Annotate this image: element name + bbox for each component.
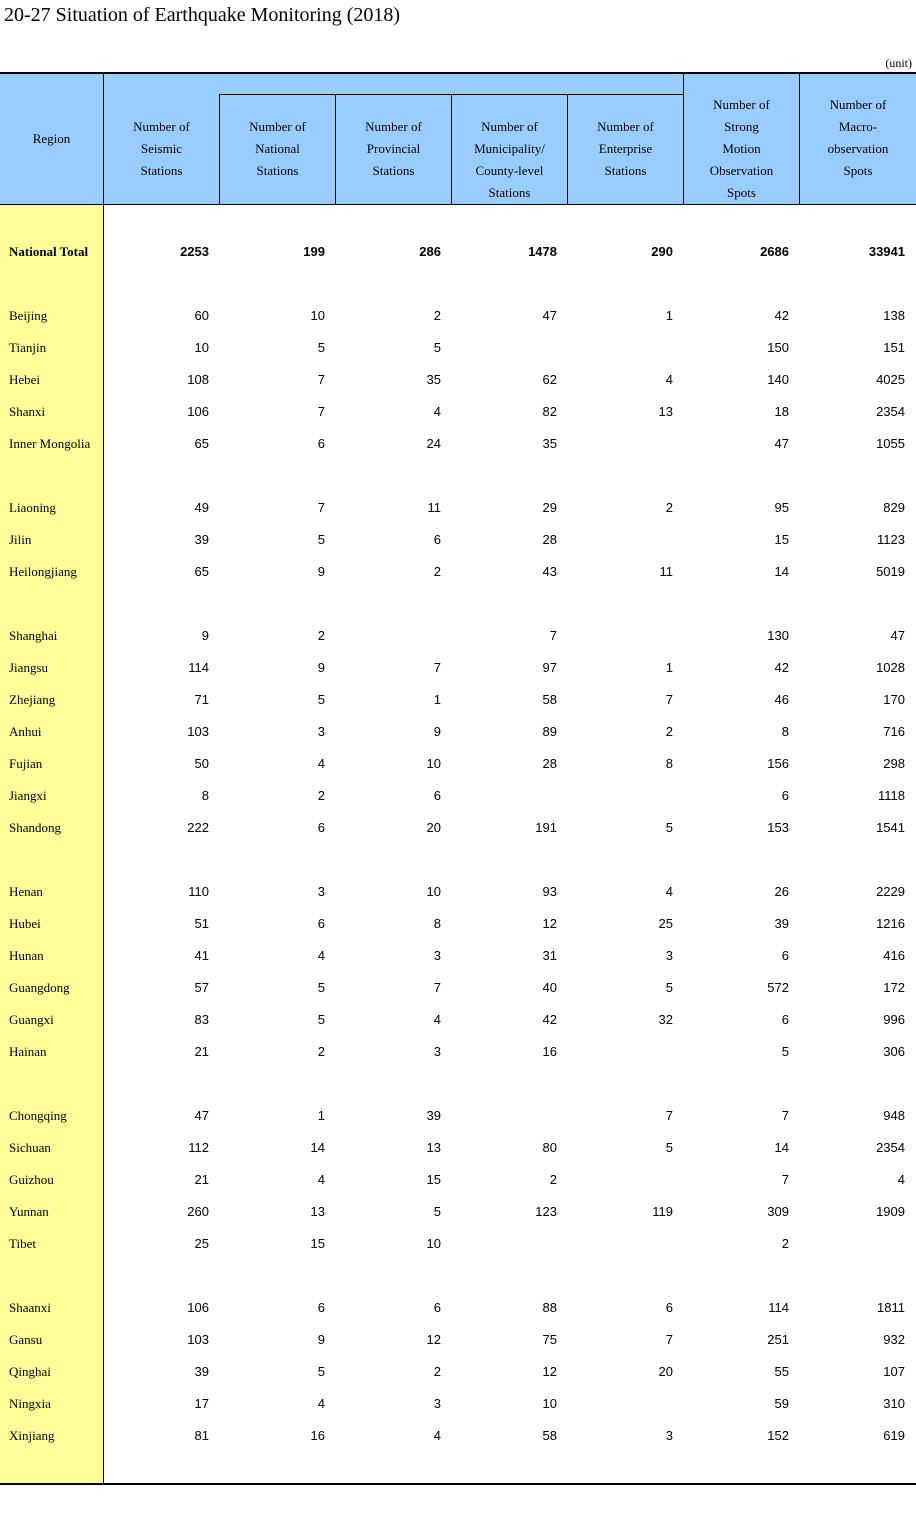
cell-macro: 138 xyxy=(883,308,905,323)
cell-enterprise: 7 xyxy=(665,1332,673,1347)
cell-macro: 416 xyxy=(883,948,905,963)
cell-national: 9 xyxy=(317,1332,325,1347)
cell-seismic: 106 xyxy=(187,404,209,419)
cell-provincial: 11 xyxy=(427,500,441,515)
cell-provincial: 10 xyxy=(426,1236,441,1251)
cell-national: 10 xyxy=(310,308,325,323)
cell-municipal: 2 xyxy=(549,1172,557,1187)
table-row xyxy=(0,972,916,1004)
cell-provincial: 2 xyxy=(433,1364,441,1379)
cell-municipal: 47 xyxy=(542,308,557,323)
cell-strong-motion: 251 xyxy=(767,1332,789,1347)
cell-macro: 1216 xyxy=(876,916,905,931)
cell-provincial: 39 xyxy=(426,1108,441,1123)
cell-national: 14 xyxy=(310,1140,325,1155)
row-region: Qinghai xyxy=(9,1364,51,1379)
cell-strong-motion: 47 xyxy=(774,436,789,451)
cell-strong-motion: 55 xyxy=(774,1364,789,1379)
cell-strong-motion: 39 xyxy=(774,916,789,931)
cell-seismic: 2253 xyxy=(180,244,209,259)
header-enterprise-stations: Number of Enterprise Stations xyxy=(597,119,654,178)
cell-macro: 298 xyxy=(883,756,905,771)
cell-macro: 1811 xyxy=(877,1300,905,1315)
cell-enterprise: 7 xyxy=(665,692,673,707)
cell-macro: 1123 xyxy=(877,532,905,547)
cell-enterprise: 25 xyxy=(658,916,673,931)
cell-national: 3 xyxy=(317,724,325,739)
table-row xyxy=(0,1228,916,1260)
cell-seismic: 21 xyxy=(194,1044,209,1059)
cell-macro: 1909 xyxy=(876,1204,905,1219)
cell-national: 9 xyxy=(317,564,325,579)
row-region: Sichuan xyxy=(9,1140,51,1155)
cell-seismic: 65 xyxy=(194,564,209,579)
row-region: National Total xyxy=(9,244,89,259)
cell-enterprise: 3 xyxy=(665,1428,673,1443)
row-region: Guangdong xyxy=(9,980,70,995)
row-region: Inner Mongolia xyxy=(9,436,91,451)
cell-strong-motion: 46 xyxy=(774,692,789,707)
cell-provincial: 13 xyxy=(426,1140,441,1155)
header-bottom-border xyxy=(0,204,916,205)
cell-enterprise: 5 xyxy=(665,1140,673,1155)
cell-strong-motion: 156 xyxy=(767,756,789,771)
cell-national: 9 xyxy=(317,660,325,675)
table-bottom-border xyxy=(0,1483,916,1485)
header-region: Region xyxy=(32,130,71,146)
cell-seismic: 114 xyxy=(188,660,209,675)
cell-strong-motion: 150 xyxy=(767,340,789,355)
cell-seismic: 108 xyxy=(187,372,209,387)
cell-enterprise: 20 xyxy=(658,1364,673,1379)
cell-provincial: 1 xyxy=(433,692,441,707)
cell-strong-motion: 26 xyxy=(774,884,789,899)
cell-seismic: 83 xyxy=(194,1012,209,1027)
cell-strong-motion: 7 xyxy=(781,1108,789,1123)
table-row xyxy=(0,1356,916,1388)
cell-municipal: 93 xyxy=(542,884,557,899)
row-region: Guizhou xyxy=(9,1172,54,1187)
cell-national: 6 xyxy=(317,916,325,931)
cell-strong-motion: 2686 xyxy=(760,244,789,259)
row-region: Shanxi xyxy=(9,404,46,419)
cell-provincial: 6 xyxy=(433,788,441,803)
cell-provincial: 6 xyxy=(433,532,441,547)
cell-national: 15 xyxy=(310,1236,325,1251)
cell-provincial: 35 xyxy=(426,372,441,387)
cell-seismic: 57 xyxy=(194,980,209,995)
cell-macro: 1118 xyxy=(878,788,905,803)
cell-national: 4 xyxy=(317,1172,325,1187)
table-row xyxy=(0,524,916,556)
cell-macro: 33941 xyxy=(868,244,905,259)
row-region: Heilongjiang xyxy=(9,564,77,579)
cell-provincial: 15 xyxy=(426,1172,441,1187)
table-row xyxy=(0,1196,916,1228)
cell-enterprise: 3 xyxy=(665,948,673,963)
cell-macro: 1028 xyxy=(876,660,905,675)
cell-municipal: 58 xyxy=(542,1428,557,1443)
row-region: Ningxia xyxy=(9,1396,51,1411)
cell-seismic: 106 xyxy=(187,1300,209,1315)
cell-municipal: 88 xyxy=(542,1300,557,1315)
row-region: Yunnan xyxy=(9,1204,49,1219)
cell-macro: 170 xyxy=(883,692,905,707)
header-macro-observation-spots: Number of Macro- observation Spots xyxy=(827,97,889,178)
cell-municipal: 35 xyxy=(542,436,557,451)
table-row xyxy=(0,1132,916,1164)
table-row xyxy=(0,300,916,332)
row-region: Hunan xyxy=(9,948,44,963)
cell-municipal: 82 xyxy=(542,404,557,419)
row-region: Henan xyxy=(9,884,43,899)
cell-macro: 932 xyxy=(883,1332,905,1347)
cell-enterprise: 4 xyxy=(665,372,673,387)
cell-macro: 310 xyxy=(883,1396,905,1411)
cell-enterprise: 7 xyxy=(665,1108,673,1123)
cell-strong-motion: 42 xyxy=(774,308,789,323)
row-region: Guangxi xyxy=(9,1012,54,1027)
cell-strong-motion: 14 xyxy=(774,564,789,579)
cell-provincial: 3 xyxy=(433,948,441,963)
cell-macro: 2354 xyxy=(876,1140,905,1155)
cell-macro: 172 xyxy=(883,980,905,995)
header-seismic-stations: Number of Seismic Stations xyxy=(133,119,190,178)
cell-national: 5 xyxy=(317,340,325,355)
row-region: Beijing xyxy=(9,308,48,323)
cell-enterprise: 119 xyxy=(652,1204,673,1219)
cell-enterprise: 290 xyxy=(651,244,673,259)
row-region: Jiangxi xyxy=(9,788,47,803)
row-region: Hainan xyxy=(9,1044,47,1059)
cell-national: 6 xyxy=(317,1300,325,1315)
cell-seismic: 112 xyxy=(188,1140,209,1155)
row-region: Tianjin xyxy=(9,340,47,355)
cell-enterprise: 13 xyxy=(658,404,673,419)
cell-municipal: 75 xyxy=(542,1332,557,1347)
cell-strong-motion: 114 xyxy=(768,1300,789,1315)
cell-strong-motion: 14 xyxy=(774,1140,789,1155)
cell-municipal: 62 xyxy=(542,372,557,387)
table-row-national-total xyxy=(0,236,916,268)
cell-provincial: 2 xyxy=(433,564,441,579)
cell-strong-motion: 309 xyxy=(767,1204,789,1219)
cell-national: 7 xyxy=(317,372,325,387)
cell-seismic: 41 xyxy=(194,948,209,963)
unit-label: (unit) xyxy=(885,56,912,70)
cell-national: 2 xyxy=(317,788,325,803)
cell-macro: 4 xyxy=(897,1172,905,1187)
cell-national: 199 xyxy=(303,244,325,259)
cell-strong-motion: 153 xyxy=(767,820,789,835)
cell-national: 4 xyxy=(317,1396,325,1411)
cell-municipal: 10 xyxy=(542,1396,557,1411)
cell-provincial: 3 xyxy=(433,1044,441,1059)
cell-seismic: 51 xyxy=(194,916,209,931)
table-row xyxy=(0,908,916,940)
cell-national: 4 xyxy=(317,948,325,963)
cell-provincial: 4 xyxy=(433,404,441,419)
cell-municipal: 58 xyxy=(542,692,557,707)
cell-seismic: 21 xyxy=(194,1172,209,1187)
cell-seismic: 10 xyxy=(194,340,209,355)
cell-strong-motion: 95 xyxy=(774,500,789,515)
row-region: Xinjiang xyxy=(9,1428,55,1443)
cell-provincial: 4 xyxy=(433,1012,441,1027)
cell-national: 5 xyxy=(317,532,325,547)
table-row xyxy=(0,428,916,460)
table-row xyxy=(0,876,916,908)
row-region: Liaoning xyxy=(9,500,56,515)
table-row xyxy=(0,1324,916,1356)
cell-municipal: 7 xyxy=(549,628,557,643)
row-region: Shanghai xyxy=(9,628,58,643)
cell-seismic: 60 xyxy=(194,308,209,323)
cell-municipal: 28 xyxy=(542,532,557,547)
cell-provincial: 286 xyxy=(419,244,441,259)
cell-strong-motion: 6 xyxy=(781,1012,789,1027)
cell-national: 7 xyxy=(317,404,325,419)
header-national-stations: Number of National Stations xyxy=(249,119,306,178)
cell-strong-motion: 140 xyxy=(767,372,789,387)
cell-macro: 948 xyxy=(883,1108,905,1123)
cell-macro: 47 xyxy=(890,628,905,643)
cell-national: 1 xyxy=(317,1108,325,1123)
cell-municipal: 43 xyxy=(542,564,557,579)
cell-seismic: 71 xyxy=(194,692,209,707)
cell-strong-motion: 42 xyxy=(774,660,789,675)
cell-seismic: 222 xyxy=(187,820,209,835)
cell-national: 6 xyxy=(317,436,325,451)
cell-national: 13 xyxy=(310,1204,325,1219)
cell-macro: 306 xyxy=(883,1044,905,1059)
cell-municipal: 1478 xyxy=(528,244,557,259)
cell-provincial: 7 xyxy=(433,980,441,995)
table-row xyxy=(0,1100,916,1132)
cell-enterprise: 5 xyxy=(665,820,673,835)
table-row xyxy=(0,1164,916,1196)
row-region: Shandong xyxy=(9,820,61,835)
cell-provincial: 12 xyxy=(426,1332,441,1347)
cell-provincial: 2 xyxy=(433,308,441,323)
cell-macro: 2354 xyxy=(876,404,905,419)
page-title: 20-27 Situation of Earthquake Monitoring (2018) xyxy=(4,4,401,26)
cell-macro: 151 xyxy=(883,340,905,355)
cell-macro: 619 xyxy=(883,1428,905,1443)
cell-municipal: 12 xyxy=(542,1364,557,1379)
table-row xyxy=(0,364,916,396)
cell-enterprise: 4 xyxy=(665,884,673,899)
table-row xyxy=(0,1420,916,1452)
cell-provincial: 8 xyxy=(433,916,441,931)
cell-provincial: 3 xyxy=(433,1396,441,1411)
cell-provincial: 5 xyxy=(433,340,441,355)
table-row xyxy=(0,684,916,716)
cell-national: 5 xyxy=(317,1012,325,1027)
cell-national: 2 xyxy=(317,1044,325,1059)
table-top-border xyxy=(0,72,916,74)
cell-national: 2 xyxy=(317,628,325,643)
cell-national: 5 xyxy=(317,1364,325,1379)
cell-seismic: 110 xyxy=(188,884,209,899)
cell-provincial: 5 xyxy=(433,1204,441,1219)
cell-strong-motion: 8 xyxy=(781,724,789,739)
cell-provincial: 4 xyxy=(433,1428,441,1443)
cell-provincial: 7 xyxy=(433,660,441,675)
cell-seismic: 50 xyxy=(194,756,209,771)
cell-macro: 1055 xyxy=(876,436,905,451)
cell-enterprise: 2 xyxy=(665,724,673,739)
cell-enterprise: 6 xyxy=(665,1300,673,1315)
cell-strong-motion: 6 xyxy=(781,948,789,963)
cell-municipal: 80 xyxy=(542,1140,557,1155)
cell-macro: 716 xyxy=(883,724,905,739)
header-provincial-stations: Number of Provincial Stations xyxy=(365,119,422,178)
cell-municipal: 28 xyxy=(542,756,557,771)
table-row xyxy=(0,620,916,652)
cell-macro: 5019 xyxy=(876,564,905,579)
table-row xyxy=(0,1004,916,1036)
table-row xyxy=(0,652,916,684)
cell-seismic: 39 xyxy=(194,532,209,547)
cell-enterprise: 8 xyxy=(665,756,673,771)
cell-seismic: 9 xyxy=(201,628,209,643)
table-row xyxy=(0,492,916,524)
cell-municipal: 123 xyxy=(535,1204,557,1219)
header-municipal-stations: Number of Municipality/ County-level Stations xyxy=(474,119,545,200)
cell-macro: 829 xyxy=(883,500,905,515)
table-row xyxy=(0,716,916,748)
cell-national: 16 xyxy=(310,1428,325,1443)
cell-macro: 1541 xyxy=(876,820,905,835)
row-region: Hebei xyxy=(9,372,41,387)
row-region: Gansu xyxy=(9,1332,43,1347)
cell-enterprise: 1 xyxy=(665,660,673,675)
cell-strong-motion: 59 xyxy=(774,1396,789,1411)
cell-enterprise: 2 xyxy=(665,500,673,515)
cell-enterprise: 5 xyxy=(665,980,673,995)
row-region: Chongqing xyxy=(9,1108,67,1123)
header-strong-motion-spots: Number of Strong Motion Observation Spots xyxy=(709,97,774,200)
row-region: Tibet xyxy=(9,1236,36,1251)
cell-seismic: 47 xyxy=(194,1108,209,1123)
row-region: Anhui xyxy=(9,724,42,739)
cell-strong-motion: 15 xyxy=(774,532,789,547)
cell-seismic: 8 xyxy=(201,788,209,803)
cell-national: 4 xyxy=(317,756,325,771)
cell-national: 3 xyxy=(317,884,325,899)
row-region: Shaanxi xyxy=(9,1300,51,1315)
table-row xyxy=(0,1388,916,1420)
cell-municipal: 16 xyxy=(542,1044,557,1059)
cell-provincial: 24 xyxy=(426,436,441,451)
cell-seismic: 260 xyxy=(187,1204,209,1219)
cell-municipal: 40 xyxy=(542,980,557,995)
table-row xyxy=(0,556,916,588)
row-region: Fujian xyxy=(9,756,43,771)
cell-macro: 996 xyxy=(883,1012,905,1027)
cell-municipal: 29 xyxy=(542,500,557,515)
table-row xyxy=(0,748,916,780)
cell-seismic: 49 xyxy=(194,500,209,515)
table-row xyxy=(0,332,916,364)
cell-municipal: 97 xyxy=(542,660,557,675)
cell-enterprise: 11 xyxy=(659,564,673,579)
cell-provincial: 10 xyxy=(426,884,441,899)
cell-seismic: 81 xyxy=(194,1428,209,1443)
cell-strong-motion: 152 xyxy=(767,1428,789,1443)
cell-seismic: 65 xyxy=(194,436,209,451)
cell-national: 5 xyxy=(317,980,325,995)
cell-seismic: 103 xyxy=(187,1332,209,1347)
cell-strong-motion: 130 xyxy=(767,628,789,643)
cell-enterprise: 1 xyxy=(665,308,673,323)
table-row xyxy=(0,940,916,972)
row-region: Jilin xyxy=(9,532,32,547)
cell-provincial: 10 xyxy=(426,756,441,771)
table-row xyxy=(0,780,916,812)
cell-enterprise: 32 xyxy=(658,1012,673,1027)
cell-strong-motion: 6 xyxy=(781,788,789,803)
table-row xyxy=(0,1036,916,1068)
cell-provincial: 6 xyxy=(433,1300,441,1315)
cell-provincial: 9 xyxy=(433,724,441,739)
cell-municipal: 31 xyxy=(542,948,557,963)
cell-seismic: 25 xyxy=(194,1236,209,1251)
cell-municipal: 12 xyxy=(542,916,557,931)
cell-strong-motion: 2 xyxy=(781,1236,789,1251)
cell-strong-motion: 7 xyxy=(781,1172,789,1187)
cell-seismic: 39 xyxy=(194,1364,209,1379)
cell-seismic: 103 xyxy=(187,724,209,739)
cell-national: 7 xyxy=(317,500,325,515)
cell-strong-motion: 5 xyxy=(781,1044,789,1059)
cell-municipal: 191 xyxy=(535,820,557,835)
cell-municipal: 89 xyxy=(542,724,557,739)
cell-municipal: 42 xyxy=(542,1012,557,1027)
row-region: Jiangsu xyxy=(9,660,48,675)
table-row xyxy=(0,1292,916,1324)
row-region: Hubei xyxy=(9,916,41,931)
cell-national: 5 xyxy=(317,692,325,707)
cell-macro: 4025 xyxy=(876,372,905,387)
cell-provincial: 20 xyxy=(426,820,441,835)
cell-strong-motion: 572 xyxy=(767,980,789,995)
table-row xyxy=(0,396,916,428)
cell-macro: 2229 xyxy=(876,884,905,899)
cell-seismic: 17 xyxy=(194,1396,209,1411)
row-region: Zhejiang xyxy=(9,692,56,707)
cell-strong-motion: 18 xyxy=(774,404,789,419)
table-row xyxy=(0,812,916,844)
cell-macro: 107 xyxy=(883,1364,905,1379)
cell-national: 6 xyxy=(317,820,325,835)
